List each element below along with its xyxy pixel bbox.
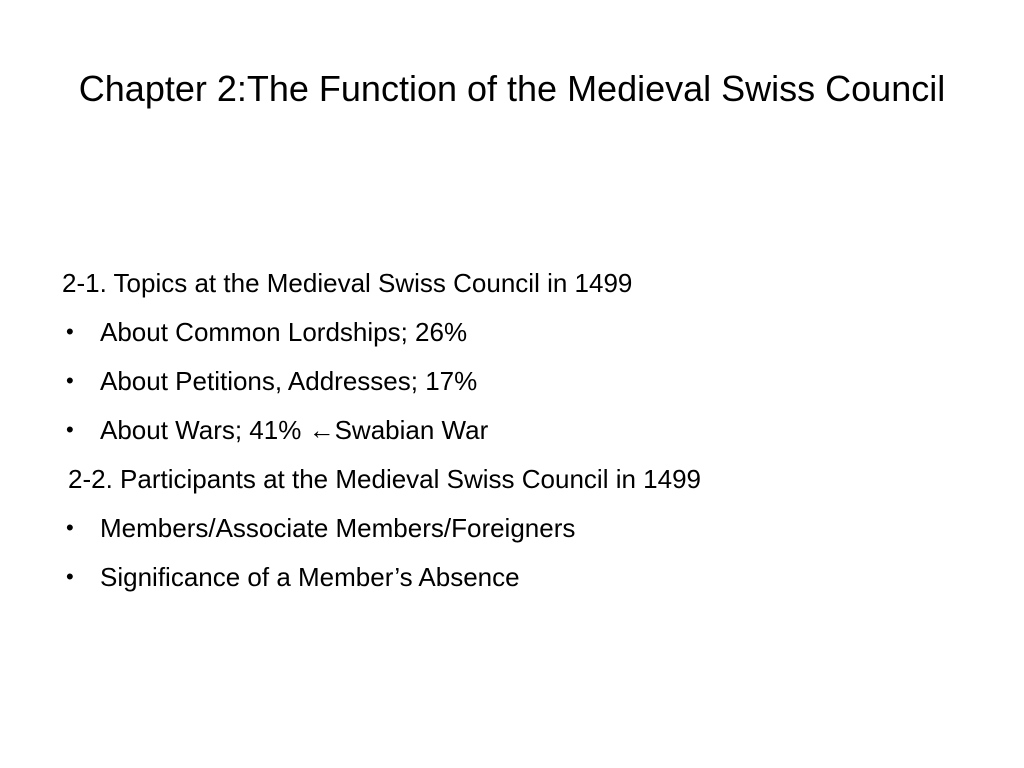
bullet-icon: • — [66, 319, 74, 344]
bullet-item — [62, 507, 962, 556]
bullet-text: About Wars; 41% ←Swabian War — [100, 415, 489, 445]
bullet-item — [62, 556, 962, 605]
slide-title: Chapter 2:The Function of the Medieval Swiss Council — [78, 68, 946, 109]
bullet-text: Members/Associate Members/Foreigners — [100, 513, 576, 543]
slide-body — [62, 262, 962, 605]
bullet-item — [62, 311, 962, 360]
bullet-icon: • — [66, 515, 74, 540]
section-heading-topics: 2-1. Topics at the Medieval Swiss Council in 1499 — [62, 268, 633, 298]
bullet-text: About Common Lordships; 26% — [100, 317, 468, 347]
bullet-icon: • — [66, 368, 74, 393]
bullet-text: About Petitions, Addresses; 17% — [100, 366, 478, 396]
bullet-text: Significance of a Member’s Absence — [100, 562, 520, 592]
section-heading-participants: 2-2. Participants at the Medieval Swiss Council in 1499 — [68, 464, 701, 494]
bullet-item — [62, 360, 962, 409]
bullet-icon: • — [66, 564, 74, 589]
bullet-icon: • — [66, 417, 74, 442]
bullet-item — [62, 409, 962, 458]
